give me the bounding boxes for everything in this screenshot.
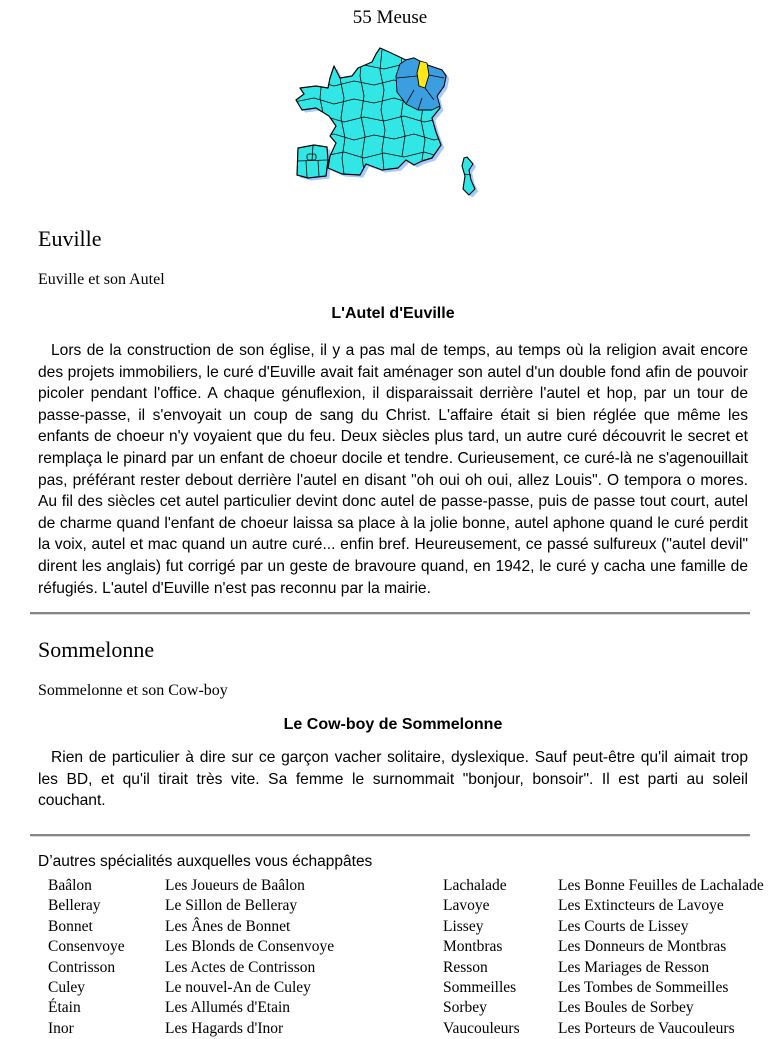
town-cell: Étain [48, 999, 81, 1017]
table-row [48, 896, 748, 916]
specialties-table [48, 876, 764, 1039]
story-paragraph-sommelonne: Rien de particulier à dire sur ce garçon vacher solitaire, dyslexique. Sauf peut-être qu'il aimait trop les BD, et qu'il tirait très vite. Sa femme le surnommait "bonjour, bonsoir". Il est parti au soleil couchant. [38, 749, 748, 810]
page-title: 55 Meuse [352, 7, 428, 28]
town-cell: Baâlon [48, 876, 92, 894]
town-cell: Inor [48, 1019, 74, 1037]
specialty-cell: Les Mariages de Resson [558, 958, 710, 976]
town-cell: Lavoye [443, 897, 490, 915]
specialty-cell: Les Allumés d'Etain [165, 999, 291, 1017]
corsica [462, 157, 475, 195]
town-cell: Vaucouleurs [443, 1019, 520, 1037]
table-row [48, 1019, 748, 1039]
specialty-cell: Les Ânes de Bonnet [165, 917, 291, 935]
specialty-cell: Les Joueurs de Baâlon [165, 876, 305, 894]
specialty-cell: Les Blonds de Consenvoye [165, 938, 335, 956]
ile-de-france-inset [297, 145, 328, 178]
specialty-cell: Le nouvel-An de Culey [165, 978, 311, 996]
story-paragraph-euville: Lors de la construction de son église, il y a pas mal de temps, au temps où la religion avait encore des projets immobiliers, le curé d'Euville avait fait aménager son autel d'un double fond afin de pouvoir picoler pendant l'office. A chaque génuflexion, il disparaissait derrière l'autel et hop, par un tour de passe-passe, il s'envoyait un coup de sang du Christ. L'affaire était si bien réglée que même les enfants de choeur n'y voyaient que du feu. Deux siècles plus tard, un autre curé découvrit le secret et remplaça le pinard par un enfant de choeur docile et tendre. Curieusement, ce curé-là ne s'agenouillait pas, préférant rester debout derrière l'autel en disant "oh oui oh oui, allez Louis". O tempora o mores. Au fil des siècles cet autel particulier devint donc autel de passe-passe, puis de passe tout court, autel de charme quand l'enfant de choeur laissa sa place à la jolie bonne, autel aphone quand le curé perdit la voix, autel et mac quand un autre curé... enfin bref. Heureusement, ce passé sulfureux ("autel devil" dirent les anglais) fut corrigé par un geste de bravoure quand, en 1942, le curé y cacha une famille de réfugiés. L'autel d'Euville n'est pas reconnu par la mairie. [38, 342, 748, 597]
town-cell: Lissey [443, 917, 484, 935]
specialty-cell: Le Sillon de Belleray [165, 897, 298, 915]
specialties-heading: D’autres spécialités auxquelles vous échappâtes [38, 852, 373, 870]
section-divider-1 [30, 612, 750, 615]
table-row [48, 917, 748, 937]
specialty-cell: Les Tombes de Sommeilles [558, 978, 729, 996]
story-title-sommelonne: Le Cow-boy de Sommelonne [283, 716, 503, 734]
specialty-cell: Les Actes de Contrisson [165, 958, 316, 976]
town-cell: Sommeilles [443, 978, 517, 996]
town-cell: Montbras [443, 938, 503, 956]
specialty-cell: Les Extincteurs de Lavoye [558, 897, 724, 915]
section-euville [0, 226, 780, 599]
specialty-cell: Les Courts de Lissey [558, 917, 689, 935]
specialty-cell: Les Porteurs de Vaucouleurs [558, 1019, 735, 1037]
town-cell: Sorbey [443, 999, 487, 1017]
town-cell: Lachalade [443, 876, 507, 894]
town-title-sommelonne: Sommelonne [38, 637, 155, 663]
section-sommelonne [0, 637, 780, 812]
table-row [48, 876, 748, 896]
town-subtitle-sommelonne: Sommelonne et son Cow-boy [38, 682, 228, 700]
town-cell: Resson [443, 958, 488, 976]
specialties-section [0, 851, 780, 1039]
specialty-cell: Les Donneurs de Montbras [558, 938, 727, 956]
story-title-euville: L'Autel d'Euville [331, 305, 455, 322]
town-cell: Bonnet [48, 917, 93, 935]
specialty-cell: Les Bonne Feuilles de Lachalade [558, 876, 764, 894]
map-container [0, 48, 780, 202]
town-cell: Belleray [48, 897, 101, 915]
table-row [48, 998, 748, 1018]
specialty-cell: Les Boules de Sorbey [558, 999, 694, 1017]
table-row [48, 958, 748, 978]
specialty-cell: Les Hagards d'Inor [165, 1019, 284, 1037]
town-cell: Culey [48, 978, 86, 996]
table-row [48, 978, 748, 998]
table-row [48, 937, 748, 957]
town-title-euville: Euville [38, 226, 102, 251]
section-divider-2 [30, 834, 750, 837]
town-cell: Contrisson [48, 958, 116, 976]
town-subtitle-euville: Euville et son Autel [38, 271, 165, 288]
town-cell: Consenvoye [48, 938, 125, 956]
france-map-image [294, 48, 486, 200]
